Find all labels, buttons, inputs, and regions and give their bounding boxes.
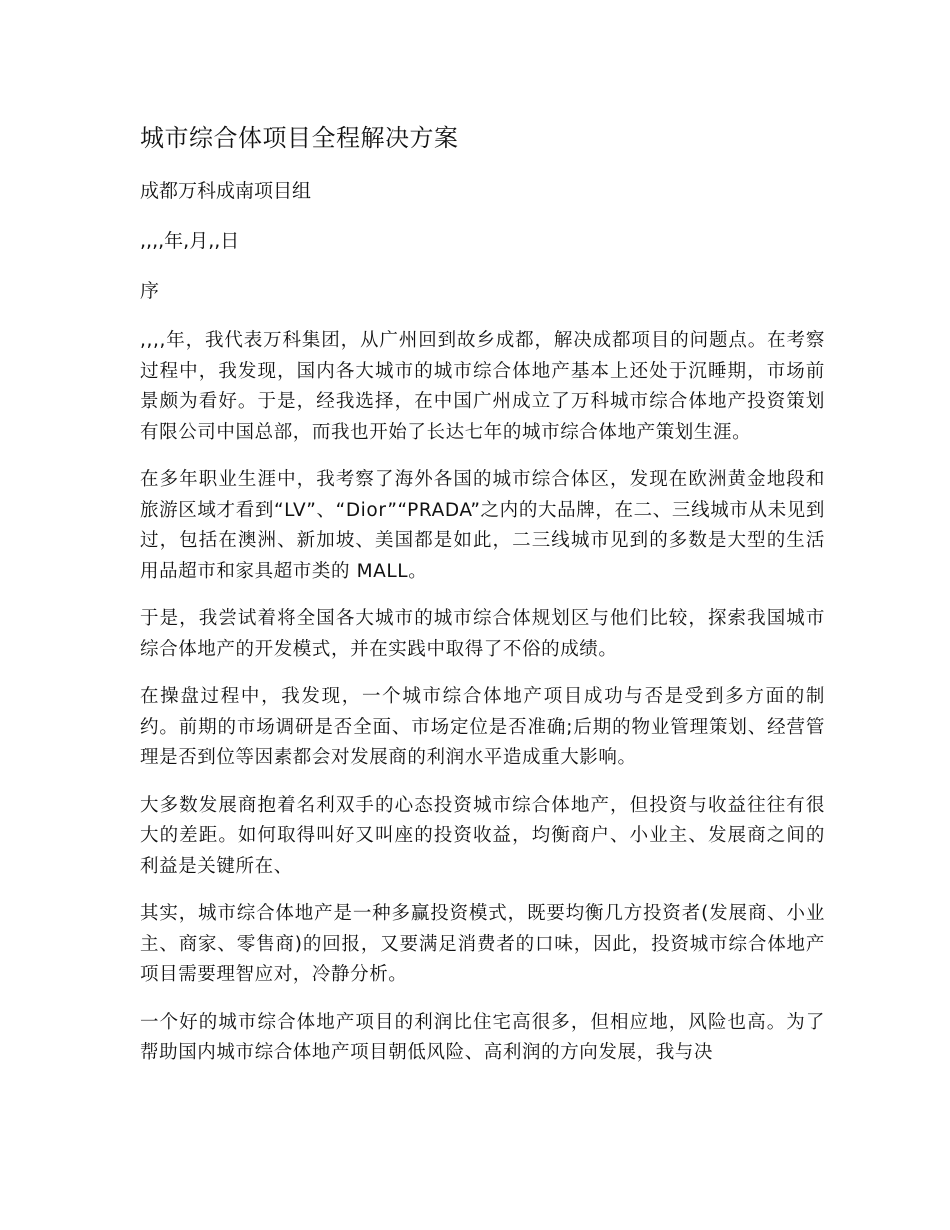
document-body bbox=[140, 118, 825, 1086]
document-title: 城市综合体项目全程解决方案 bbox=[140, 124, 459, 152]
paragraph: 其实，城市综合体地产是一种多赢投资模式，既要均衡几方投资者(发展商、小业主、商家、零售商)的回报，又要满足消费者的口味，因此，投资城市综合体地产项目需要理智应对，冷静分析。 bbox=[140, 903, 825, 985]
document-date: ,,,,年,月,,日 bbox=[140, 230, 240, 252]
paragraph: ,,,,年，我代表万科集团，从广州回到故乡成都，解决成都项目的问题点。在考察过程中，我发现，国内各大城市的城市综合体地产基本上还处于沉睡期，市场前景颇为看好。于是，经我选择，在中国广州成立了万科城市综合体地产投资策划有限公司中国总部，而我也开始了长达七年的城市综合体地产策划生涯。 bbox=[140, 330, 825, 443]
document-author: 成都万科成南项目组 bbox=[140, 180, 312, 202]
paragraph: 在多年职业生涯中，我考察了海外各国的城市综合体区，发现在欧洲黄金地段和旅游区域才看到“LV”、“Dior”“PRADA”之内的大品牌，在二、三线城市从未见到过，包括在澳洲、新加坡、美国都是如此，二三线城市见到的多数是大型的生活用品超市和家具超市类的 MALL。 bbox=[140, 469, 825, 582]
paragraph: 在操盘过程中，我发现，一个城市综合体地产项目成功与否是受到多方面的制约。前期的市场调研是否全面、市场定位是否准确;后期的物业管理策划、经营管理是否到位等因素都会对发展商的利润水平造成重大影响。 bbox=[140, 686, 825, 768]
section-heading: 序 bbox=[140, 280, 160, 302]
paragraph: 一个好的城市综合体地产项目的利润比住宅高很多，但相应地，风险也高。为了帮助国内城市综合体地产项目朝低风险、高利润的方向发展，我与决 bbox=[140, 1011, 825, 1063]
paragraph: 大多数发展商抱着名利双手的心态投资城市综合体地产，但投资与收益往往有很大的差距。如何取得叫好又叫座的投资收益，均衡商户、小业主、发展商之间的利益是关键所在、 bbox=[140, 794, 825, 877]
paragraph: 于是，我尝试着将全国各大城市的城市综合体规划区与他们比较，探索我国城市综合体地产的开发模式，并在实践中取得了不俗的成绩。 bbox=[140, 608, 825, 660]
